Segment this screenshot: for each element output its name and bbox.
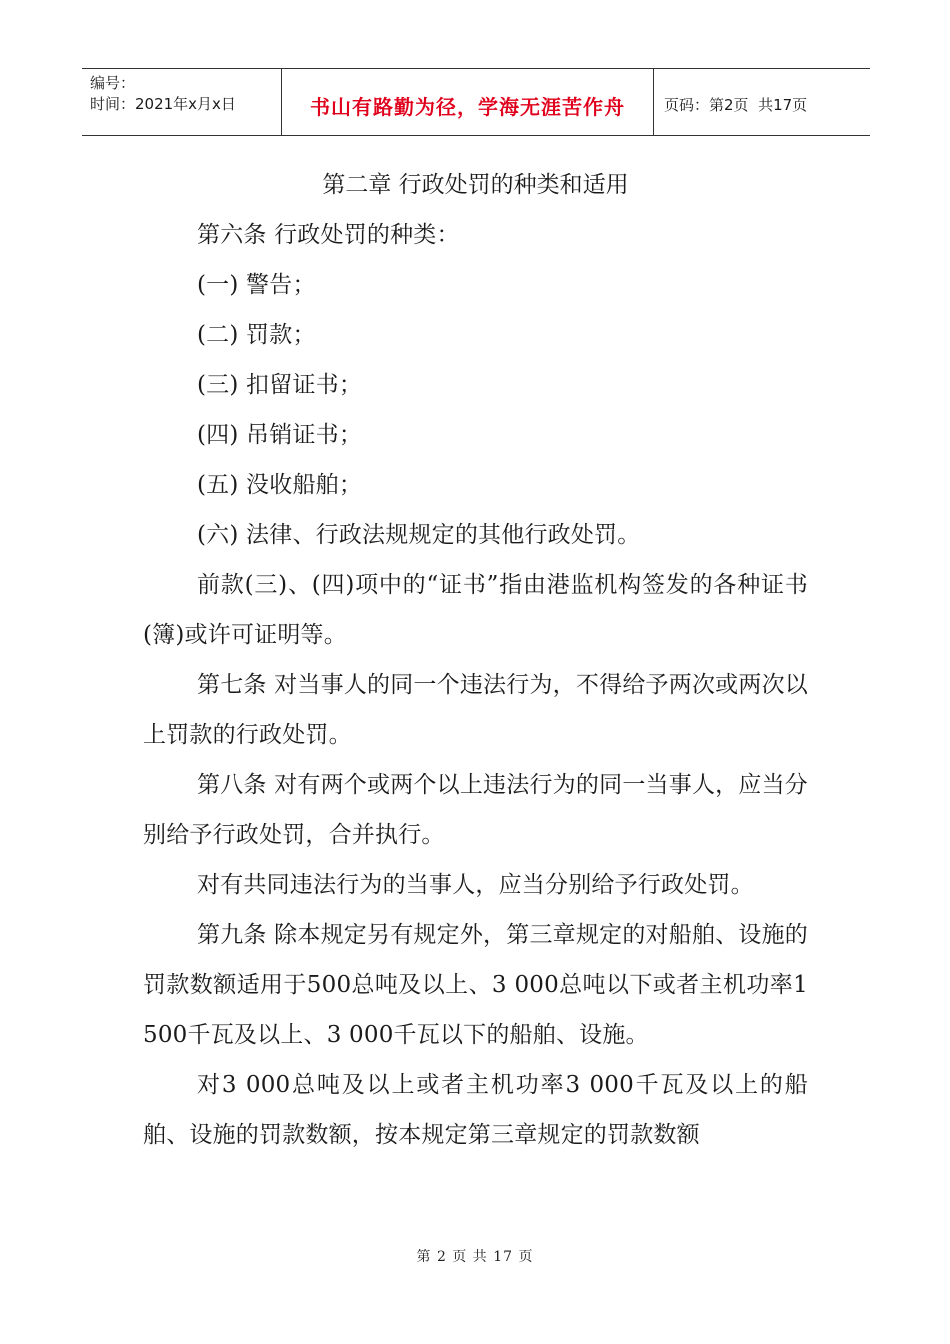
- paragraph-joint-violation: 对有共同违法行为的当事人，应当分别给予行政处罚。: [197, 872, 754, 898]
- paragraph-certificate-definition: 前款(三)、(四)项中的“证书”指由港监机构签发的各种证书(簿)或许可证明等。: [143, 572, 808, 648]
- header-date-label: 时间：2021年x月x日: [90, 95, 236, 113]
- document-body: [143, 160, 808, 1160]
- article-8: 第八条 对有两个或两个以上违法行为的同一当事人，应当分别给予行政处罚，合并执行。: [143, 772, 808, 848]
- header-page-info: [654, 69, 870, 135]
- list-item-5: (五) 没收船舶；: [197, 472, 363, 498]
- page-footer: 第 2 页 共 17 页: [416, 1249, 534, 1265]
- document-header: [82, 68, 870, 136]
- list-item-3: (三) 扣留证书；: [197, 372, 363, 398]
- header-number-label: 编号：: [90, 74, 136, 92]
- article-9: 第九条 除本规定另有规定外，第三章规定的对船舶、设施的罚款数额适用于500总吨及以上、3 000总吨以下或者主机功率1 500千瓦及以上、3 000千瓦以下的船舶、设施。: [143, 922, 808, 1048]
- paragraph-large-vessels: 对3 000总吨及以上或者主机功率3 000千瓦及以上的船舶、设施的罚款数额，按本规定第三章规定的罚款数额: [143, 1072, 808, 1148]
- header-motto: 书山有路勤为径，学海无涯苦作舟: [282, 69, 654, 135]
- list-item-2: (二) 罚款；: [197, 322, 316, 348]
- list-item-4: (四) 吊销证书；: [197, 422, 363, 448]
- article-7: 第七条 对当事人的同一个违法行为，不得给予两次或两次以上罚款的行政处罚。: [143, 672, 808, 748]
- chapter-title: 第二章 行政处罚的种类和适用: [322, 172, 629, 198]
- list-item-1: (一) 警告；: [197, 272, 316, 298]
- list-item-6: (六) 法律、行政法规规定的其他行政处罚。: [197, 522, 641, 548]
- article-6-heading: 第六条 行政处罚的种类：: [197, 222, 460, 248]
- header-page-info-text: 页码：第2页 共17页: [664, 95, 808, 114]
- header-meta: [82, 69, 282, 135]
